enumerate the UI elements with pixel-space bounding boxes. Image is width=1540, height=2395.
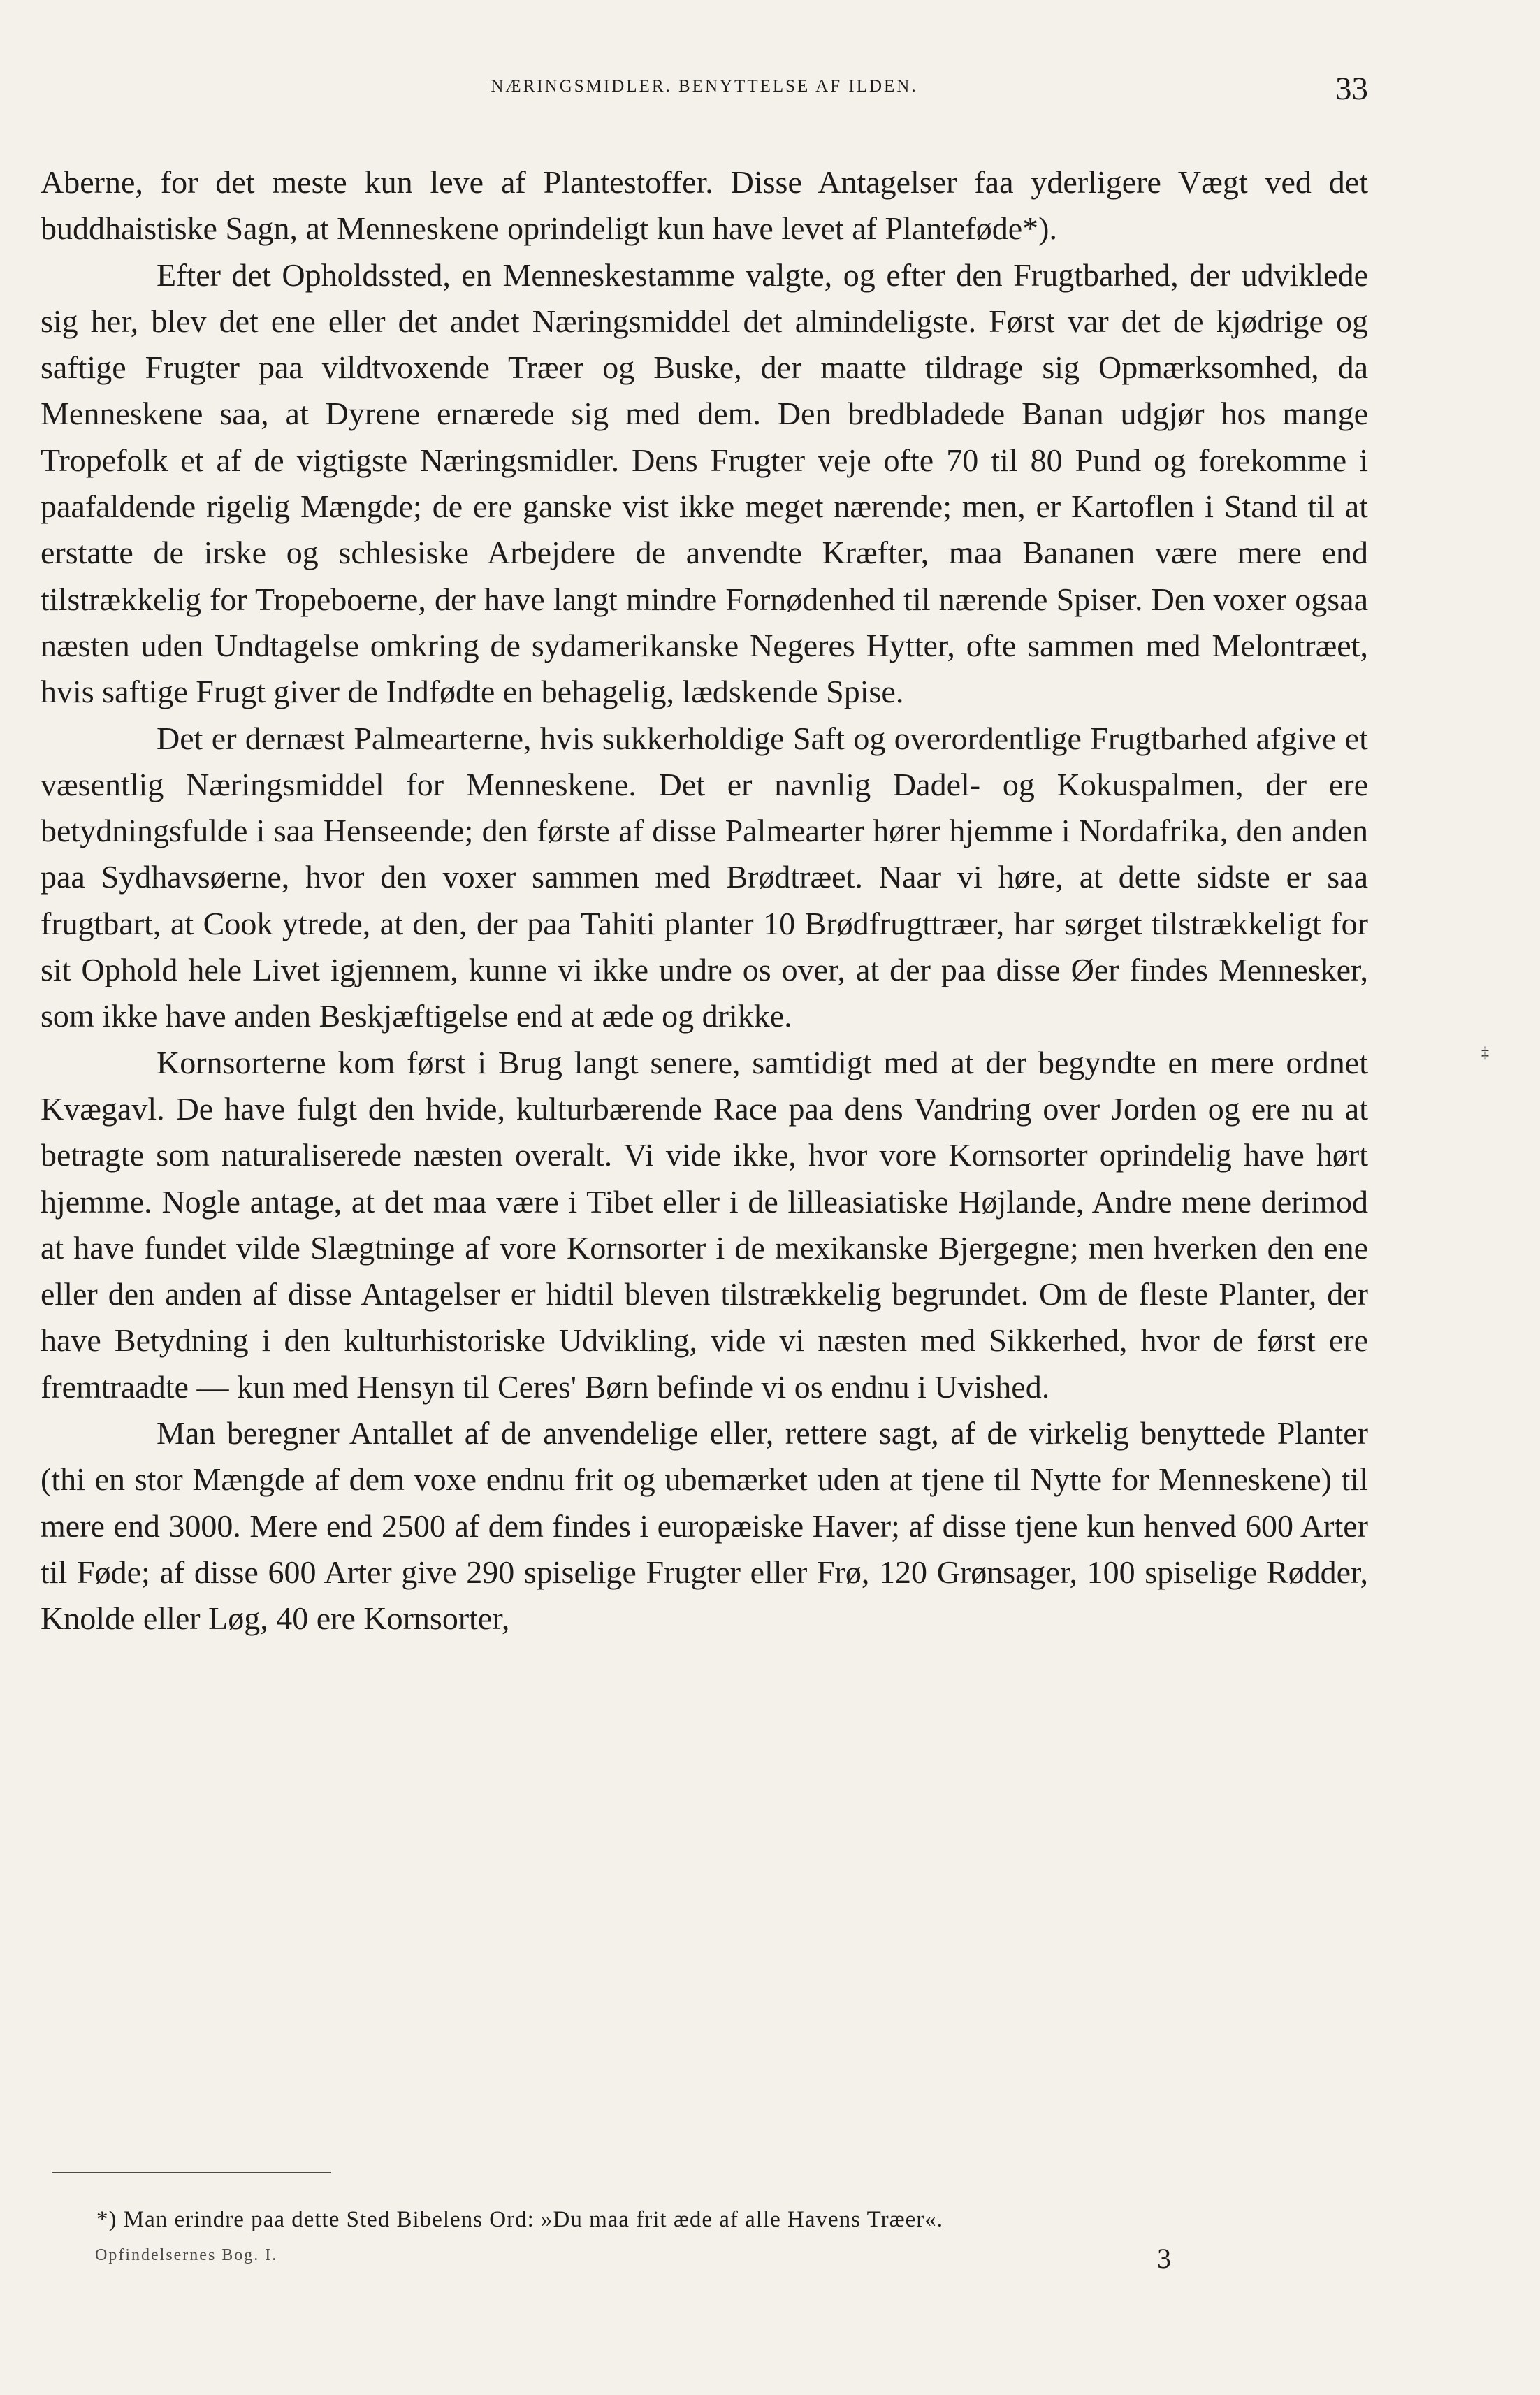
signature-line: Opfindelsernes Bog. I. — [95, 2246, 278, 2264]
footnote-area — [41, 2172, 1368, 2281]
footnote-rule — [52, 2172, 331, 2173]
running-head — [41, 70, 1368, 119]
body-text — [41, 159, 1368, 1642]
paragraph: Kornsorterne kom først i Brug langt senere, samtidigt med at der begyndte en mere ordnet Kvægavl. De have fulgt den hvide, kulturbærende Race paa dens Vandring over Jorden og ere nu at betragte som naturaliserede næsten overalt. Vi vide ikke, hvor vore Kornsorter oprindelig have hørt hjemme. Nogle antage, at det maa være i Tibet eller i de lilleasiatiske Højlande, Andre mene derimod at have fundet vilde Slægtninge af vore Kornsorter i de mexikanske Bjergegne; men hverken den ene eller den anden af disse Antagelser er hidtil bleven tilstrækkelig begrundet. Om de fleste Planter, der have Betydning i den kulturhistoriske Udvikling, vide vi næsten med Sikkerhed, hvor de først ere fremtraadte — kun med Hensyn til Ceres' Børn befinde vi os endnu i Uvished. — [41, 1044, 1368, 1405]
running-title: NÆRINGSMIDLER. BENYTTELSE AF ILDEN. — [491, 77, 918, 96]
footnote: *) Man erindre paa dette Sted Bibelens Ord: »Du maa frit æde af alle Havens Træer«. — [96, 2207, 944, 2232]
signature-row — [41, 2242, 1368, 2281]
page-number: 33 — [1335, 71, 1368, 107]
page — [41, 70, 1368, 1642]
paragraph: Det er dernæst Palmearterne, hvis sukkerholdige Saft og overordentlige Frugtbarhed afgive et væsentlig Næringsmiddel for Menneskene. Det er navnlig Dadel- og Kokuspalmen, der ere betydningsfulde i saa Henseende; den første af disse Palmearter hører hjemme i Nordafrika, den anden paa Sydhavsøerne, hvor den voxer sammen med Brødtræet. Naar vi høre, at dette sidste er saa frugtbart, at Cook ytrede, at den, der paa Tahiti planter 10 Brødfrugttræer, har sørget tilstrækkeligt for sit Ophold hele Livet igjennem, kunne vi ikke undre os over, at der paa disse Øer findes Mennesker, som ikke have anden Beskjæftigelse end at æde og drikke. — [41, 720, 1368, 1034]
signature-mark: 3 — [1157, 2243, 1171, 2274]
paragraph: Man beregner Antallet af de anvendelige eller, rettere sagt, af de virkelig benyttede Planter (thi en stor Mængde af dem voxe endnu frit og ubemærket uden at tjene til Nytte for Menneskene) til mere end 3000. Mere end 2500 af dem findes i europæiske Haver; af disse tjene kun henved 600 Arter til Føde; af disse 600 Arter give 290 spiselige Frugter eller Frø, 120 Grønsager, 100 spiselige Rødder, Knolde eller Løg, 40 ere Kornsorter, — [41, 1415, 1368, 1637]
paragraph: Efter det Opholdssted, en Menneskestamme valgte, og efter den Frugtbarhed, der udviklede sig her, blev det ene eller det andet Næringsmiddel det almindeligste. Først var det de kjødrige og saftige Frugter paa vildtvoxende Træer og Buske, der maatte tildrage sig Opmærksomhed, da Menneskene saa, at Dyrene ernærede sig med dem. Den bredbladede Banan udgjør hos mange Tropefolk et af de vigtigste Næringsmidler. Dens Frugter veje ofte 70 til 80 Pund og forekomme i paafaldende rigelig Mængde; de ere ganske vist ikke meget nærende; men, er Kartoflen i Stand til at erstatte de irske og schlesiske Arbejdere de anvendte Kræfter, maa Bananen være mere end tilstrækkelig for Tropeboerne, der have langt mindre Fornødenhed til nærende Spiser. Den voxer ogsaa næsten uden Undtagelse omkring de sydamerikanske Negeres Hytter, ofte sammen med Melontræet, hvis saftige Frugt giver de Indfødte en behagelig, lædskende Spise. — [41, 256, 1368, 710]
margin-mark: ‡ — [1481, 1045, 1489, 1062]
paragraph: Aberne, for det meste kun leve af Plantestoffer. Disse Antagelser faa yderligere Vægt ved det buddhaistiske Sagn, at Menneskene oprindeligt kun have levet af Planteføde*). — [41, 164, 1368, 247]
